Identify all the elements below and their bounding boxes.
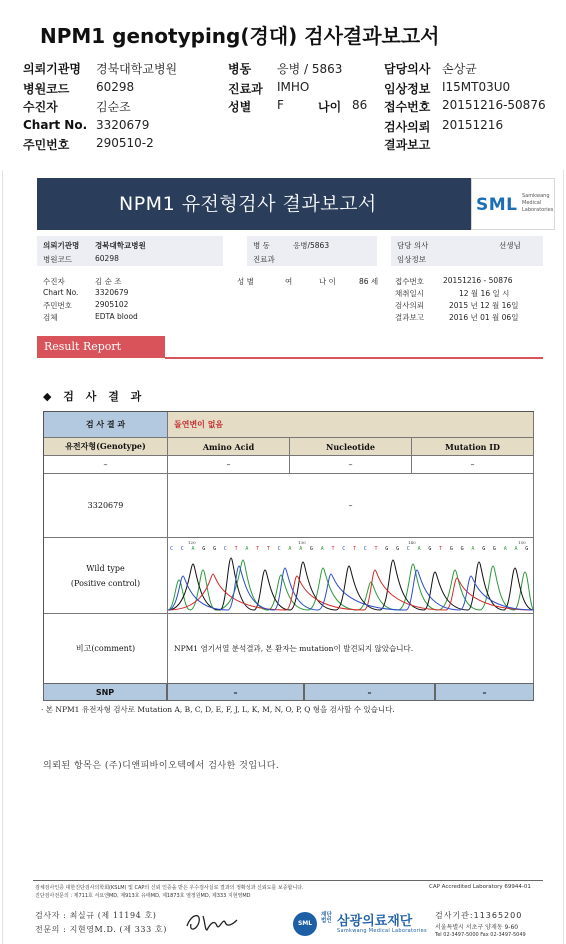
snp-row: [43, 683, 534, 701]
lab-note: 의뢰된 항목은 (주)디앤피바이오텍에서 검사한 것입니다.: [43, 761, 280, 771]
genotype-value: –: [44, 456, 168, 474]
sml-logo-subtitle: Samkwang Medical Laboratories: [522, 193, 554, 213]
wildtype-line1: Wild type: [86, 563, 125, 573]
sequence-base: A: [514, 546, 518, 552]
org-english: Samkwang Medical Laboratories: [337, 928, 427, 934]
text: 채취일시: [395, 289, 424, 298]
info-request-value: [449, 300, 518, 311]
value: 경북대학교병원: [96, 62, 178, 76]
org-row: [23, 60, 81, 77]
result-report-tab: Result Report: [37, 336, 165, 358]
text: 선생님: [499, 241, 521, 250]
age-label: [318, 98, 341, 115]
info-sex-label: [237, 276, 254, 287]
sequence-base: A: [320, 546, 324, 552]
result-report-rule: [165, 357, 543, 359]
info-report-label: [395, 312, 424, 323]
value: 손상균: [442, 62, 477, 76]
dept-label: [228, 80, 263, 97]
text: 병 동: [253, 241, 270, 250]
code-row: [23, 80, 69, 97]
text: 86 세: [359, 277, 379, 286]
value: 290510-2: [96, 136, 154, 150]
report-header: [0, 0, 566, 160]
patient-value: [96, 98, 131, 115]
label: 접수번호: [384, 100, 431, 114]
sex-value: [277, 98, 284, 112]
sequence-base: A: [299, 546, 303, 552]
chart-value: [96, 118, 149, 132]
label: 병동: [228, 62, 252, 76]
info-report-value: [449, 312, 518, 323]
rrn-row: [23, 136, 69, 153]
text: 결과보고: [395, 313, 424, 322]
snp-amino: –: [167, 683, 304, 701]
sequence-base: T: [353, 546, 357, 552]
technician-signature: 검사자 : 최실규 (제 11194 호): [35, 911, 157, 920]
info-org-label: [43, 240, 79, 251]
lab-code: 검사기관:11365200: [435, 911, 523, 920]
label: 주민번호: [23, 138, 70, 152]
info-doctor-value: [499, 240, 521, 251]
org-small-label: 재단법인: [321, 912, 332, 924]
text: 수진자: [43, 277, 65, 286]
position-ticks: [188, 540, 526, 545]
label: 성별: [228, 100, 252, 114]
info-request-label: [395, 300, 424, 311]
value: 20151216: [442, 118, 504, 132]
sex-label: [228, 98, 251, 115]
info-code-label: [43, 254, 72, 265]
text: 담당 의사: [397, 241, 429, 250]
report-banner: NPM1 유전형검사 결과보고서: [37, 178, 471, 230]
amino-acid-header: Amino Acid: [168, 438, 290, 456]
text: 12 월 16 일 시: [459, 289, 510, 298]
sequence-base: G: [396, 546, 400, 552]
value: F: [277, 98, 284, 112]
genotype-header: 유전자형(Genotype): [44, 438, 168, 456]
sequence-base: G: [213, 546, 217, 552]
sequence-base: C: [363, 546, 367, 552]
request-label: [384, 118, 430, 135]
info-receipt-value: [443, 276, 513, 285]
text: 2015 년 12 월 16일: [449, 301, 519, 310]
sequence-base: T: [374, 546, 378, 552]
info-patient-label: [43, 276, 65, 287]
info-receipt-label: [395, 276, 424, 287]
accreditation-text: 검체검사인증 대한진단검사의학회(KSLM) 및 CAP의 신뢰 인증을 받은 우수검사실로 결과의 정확성과 신뢰도를 보증합니다.: [35, 885, 304, 891]
report-date-label: [384, 136, 430, 153]
text: 주민번호: [43, 301, 72, 310]
scanned-report: [2, 170, 564, 944]
sequence-base: T: [266, 546, 270, 552]
physicians-text: 진단검사전문의 : 제711호 서요엔MD, 제913호 유태MD, 제1873호 염정원MD, 제333 지현영MD: [35, 893, 251, 899]
sequence-base: G: [460, 546, 464, 552]
mutation-id-header: Mutation ID: [412, 438, 534, 456]
text: 검사의뢰: [395, 301, 424, 310]
position-tick: 140: [408, 540, 416, 545]
text: 3320679: [95, 288, 129, 297]
chromatogram: [168, 540, 534, 614]
info-code-value: [95, 254, 119, 263]
section-title: ◆ 검 사 결 과: [43, 390, 146, 403]
label: Chart No.: [23, 118, 88, 132]
sequence-base: G: [492, 546, 496, 552]
value: 김순조: [96, 100, 131, 114]
sequence-base: A: [471, 546, 475, 552]
label: 임상정보: [384, 82, 431, 96]
text: 경북대학교병원: [95, 241, 146, 250]
text: 나 이: [319, 277, 336, 286]
sequence-base: C: [277, 546, 281, 552]
sequence-base: G: [385, 546, 389, 552]
receipt-label: [384, 98, 430, 115]
receipt-value: [442, 98, 546, 112]
info-age-label: [319, 276, 336, 287]
sequence-base: A: [503, 546, 507, 552]
result-value: 돌연변이 없음: [168, 412, 534, 438]
clinical-label: [384, 80, 430, 97]
label: 검사의뢰: [384, 120, 431, 134]
label: 진료과: [228, 82, 263, 96]
sequence-base: T: [256, 546, 260, 552]
value: 20151216-50876: [442, 98, 546, 112]
text: 2016 년 01 월 06일: [449, 313, 519, 322]
label: 나이: [318, 100, 342, 114]
nucleotide-value: –: [290, 456, 412, 474]
info-ward-value: [293, 240, 329, 251]
sample-result: –: [168, 474, 534, 538]
value: IMHO: [277, 80, 310, 94]
info-patient-value: [95, 276, 122, 287]
sequence-base: T: [331, 546, 335, 552]
comment-label: 비고(comment): [44, 614, 168, 684]
specialist-signature: 전문의 : 지현영M.D. (제 333 호): [35, 925, 167, 934]
sequence-base: A: [245, 546, 249, 552]
info-clinical-label: [397, 254, 426, 265]
code-value: [96, 80, 134, 94]
sequence-base: G: [202, 546, 206, 552]
sequence-base: C: [180, 546, 184, 552]
doctor-label: [384, 60, 430, 77]
org-value: [96, 60, 177, 77]
trace-black: [168, 558, 534, 610]
info-specimen-value: [95, 312, 138, 321]
info-sex-value: [285, 276, 292, 287]
value: 응병 / 5863: [277, 62, 343, 76]
sequence-base: A: [191, 546, 195, 552]
amino-acid-value: –: [168, 456, 290, 474]
info-collect-label: [395, 288, 424, 299]
request-value: [442, 118, 503, 132]
trace-green: [168, 560, 534, 610]
text: Chart No.: [43, 288, 79, 297]
text: 20151216 - 50876: [443, 276, 513, 285]
label: 결과보고: [384, 138, 431, 152]
value: 3320679: [96, 118, 150, 132]
wildtype-label: [44, 538, 168, 614]
patient-row: [23, 98, 58, 115]
info-specimen-label: [43, 312, 58, 323]
footnote: · 본 NPM1 유전자형 검사로 Mutation A, B, C, D, E, F, J, L, K, M, N, O, P, Q 형을 검사할 수 있습니다.: [41, 705, 395, 714]
sequence-base: C: [223, 546, 227, 552]
info-chart-label: [43, 288, 78, 297]
handwritten-signature: [181, 908, 241, 936]
text: 검체: [43, 313, 58, 322]
sequence-base: G: [449, 546, 453, 552]
cap-text: CAP Accredited Laboratory 69944-01: [429, 884, 531, 890]
sequence-base: A: [417, 546, 421, 552]
info-rrn-value: [95, 300, 128, 309]
chart-row: [23, 118, 87, 132]
value: 60298: [96, 80, 135, 94]
sml-logo-text: SML: [476, 195, 518, 215]
dept-value: [277, 80, 309, 94]
sequence-base: C: [406, 546, 410, 552]
label: 병원코드: [23, 82, 70, 96]
nucleotide-header: Nucleotide: [290, 438, 412, 456]
sequence-base: A: [288, 546, 292, 552]
age-value: [352, 98, 367, 112]
info-org-value: [95, 240, 146, 251]
info-ward-label: [253, 240, 270, 251]
sequence-base: T: [234, 546, 238, 552]
sequence-base: G: [309, 546, 313, 552]
sequence-base: G: [525, 546, 529, 552]
info-dept-label: [253, 254, 275, 265]
label: 담당의사: [384, 62, 431, 76]
sequence-base: C: [170, 546, 174, 552]
sequence-base: G: [482, 546, 486, 552]
result-table: [43, 411, 534, 701]
sequence-base: C: [342, 546, 346, 552]
result-label: 검 사 결 과: [44, 412, 168, 438]
text: 임상정보: [397, 255, 426, 264]
value: 86: [352, 98, 368, 112]
wildtype-line2: (Positive control): [70, 578, 141, 588]
text: 접수번호: [395, 277, 424, 286]
text: 여: [285, 277, 293, 286]
sequence-base: G: [428, 546, 432, 552]
text: 2905102: [95, 300, 129, 309]
rrn-value: [96, 136, 154, 150]
snp-mutation: –: [435, 683, 534, 701]
lab-phone: Tel 02-3497-5000 Fax 02-3497-5049: [435, 932, 526, 938]
info-doctor-label: [397, 240, 428, 251]
sml-logo: [471, 178, 555, 230]
text: 응병/5863: [293, 241, 330, 250]
text: 성 별: [237, 277, 254, 286]
position-tick: 120: [188, 540, 196, 545]
position-tick: 150: [518, 540, 526, 545]
value: I15MT03U0: [442, 80, 511, 94]
lab-address: 서울특별시 서초구 양재동 9-60: [435, 924, 519, 931]
mutation-id-value: –: [412, 456, 534, 474]
ward-value: [277, 60, 342, 77]
sample-id: 3320679: [44, 474, 168, 538]
footer-rule: [33, 880, 543, 881]
doctor-value: [442, 60, 477, 77]
samkwang-logo: [293, 908, 429, 940]
org-name: 삼광의료재단: [337, 914, 413, 929]
info-chart-value: [95, 288, 128, 297]
text: 병원코드: [43, 255, 72, 264]
snp-nucleotide: –: [304, 683, 435, 701]
info-collect-value: [459, 288, 509, 299]
sequence-base: T: [439, 546, 443, 552]
sequence-letters: [170, 546, 528, 552]
label: 의뢰기관명: [23, 62, 81, 76]
snp-label: SNP: [43, 683, 167, 701]
page-title: NPM1 genotyping(경대) 검사결과보고서: [40, 24, 440, 48]
position-tick: 130: [298, 540, 306, 545]
text: 김 순 조: [95, 277, 122, 286]
ward-label: [228, 60, 251, 77]
clinical-value: [442, 80, 510, 94]
label: 수진자: [23, 100, 58, 114]
comment-text: NPM1 염기서열 분석결과, 본 환자는 mutation이 발견되지 않았습니다.: [168, 614, 534, 684]
text: 60298: [95, 254, 119, 263]
text: EDTA blood: [95, 312, 138, 321]
info-age-value: [359, 276, 378, 287]
text: 진료과: [253, 255, 275, 264]
text: 의뢰기관명: [43, 241, 80, 250]
sml-badge: SML: [293, 912, 317, 936]
info-rrn-label: [43, 300, 72, 311]
